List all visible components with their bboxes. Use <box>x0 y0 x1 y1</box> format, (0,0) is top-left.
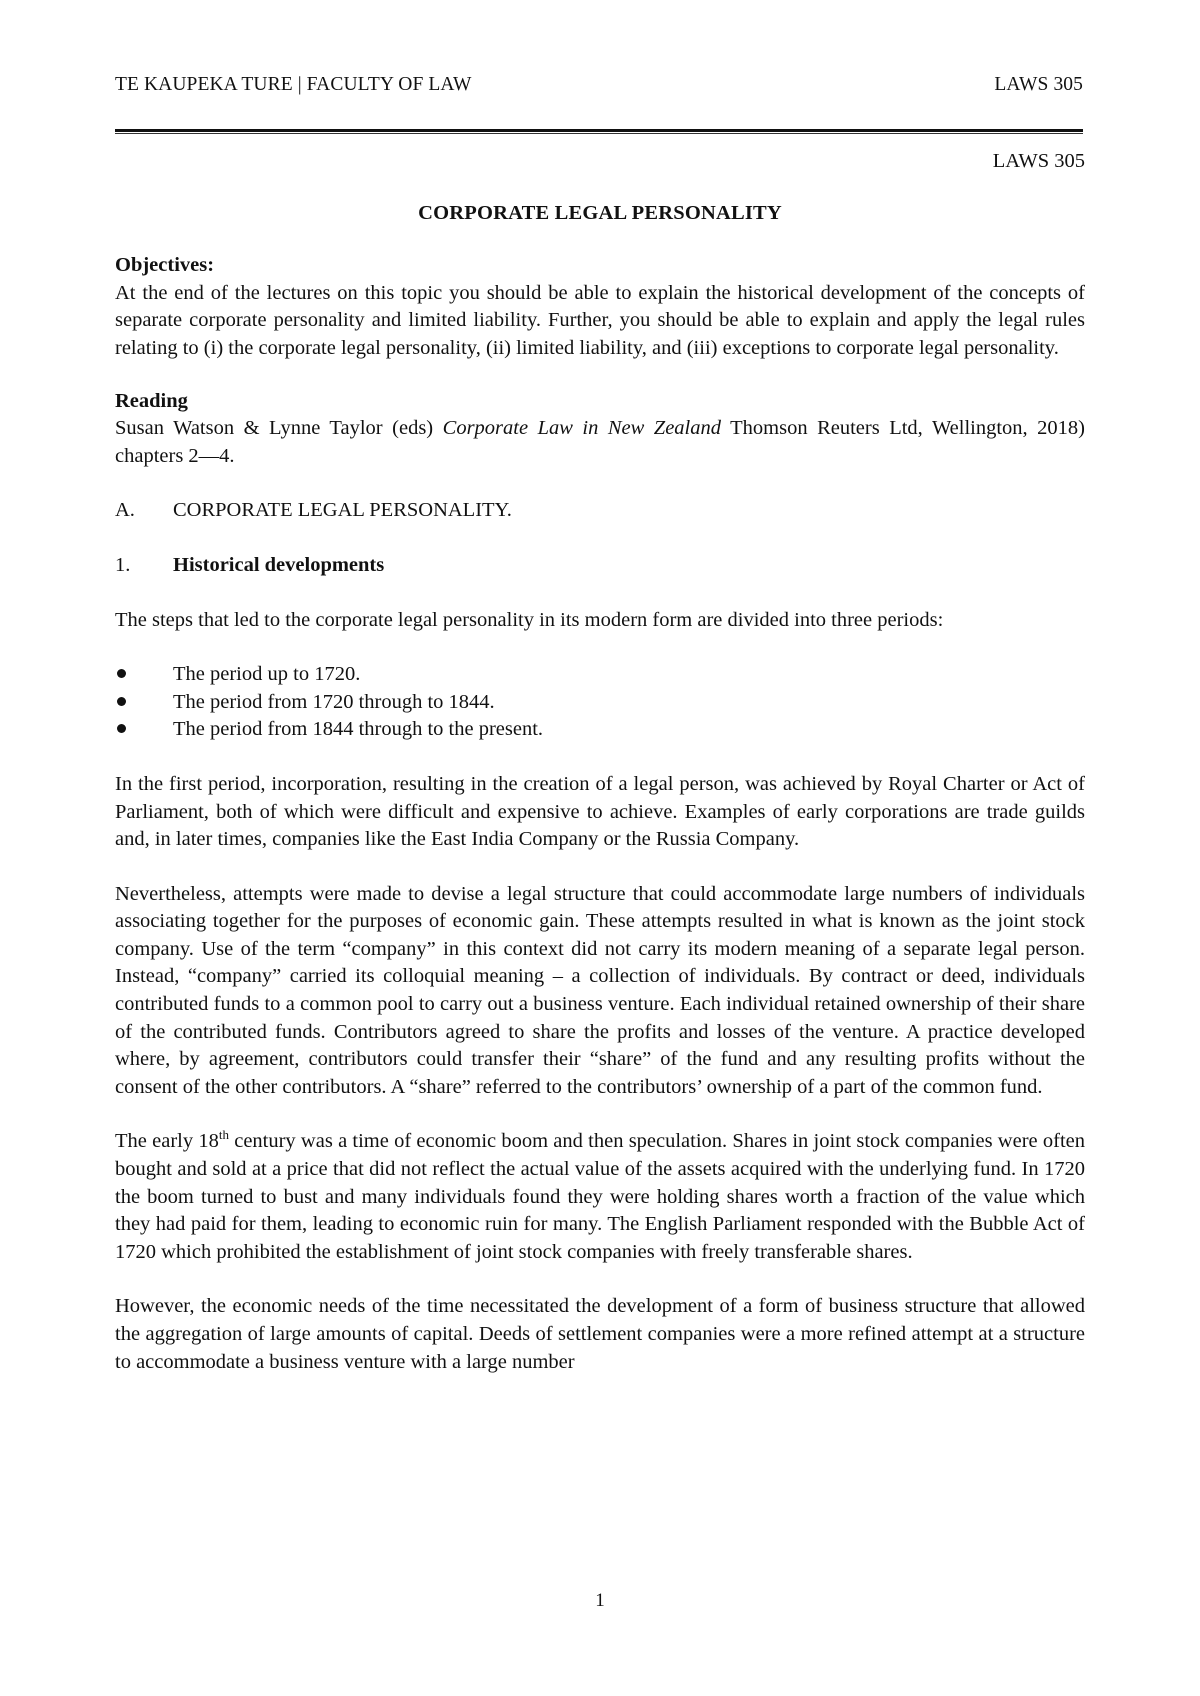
page-number: 1 <box>595 1590 605 1611</box>
paragraph-joint-stock: Nevertheless, attempts were made to devise a legal structure that could accommodate large numbers of individuals associating together for the purposes of economic gain. These attempts resulted in what is known as the joint stock company. Use of the term “company” in this context did not carry its modern meaning of a separate legal person. Instead, “company” carried its colloquial meaning – a collection of individuals. By contract or deed, individuals contributed funds to a common pool to carry out a business venture. Each individual retained ownership of their share of the contributed funds. Contributors agreed to share the profits and losses of the venture. A practice developed where, by agreement, contributors could transfer their “share” of the fund and any resulting profits without the consent of the other contributors. A “share” referred to the contributors’ ownership of a part of the common fund. <box>115 882 1085 1098</box>
paragraph-bubble-act-rest: century was a time of economic boom and then speculation. Shares in joint stock companies were often bought and sold at a price that did not reflect the actual value of the assets acquired with the underlying fund. In 1720 the boom turned to bust and many individuals found they were holding shares worth a fraction of the value which they had paid for them, leading to economic ruin for many. The English Parliament responded with the Bubble Act of 1720 which prohibited the establishment of joint stock companies with freely transferable shares. <box>115 1130 1085 1263</box>
period-text: The period from 1844 through to the present. <box>173 718 544 741</box>
paragraph-bubble-act-start: The early 18 <box>115 1130 219 1153</box>
bullet-icon <box>117 724 126 733</box>
header-rule-thin <box>115 133 1083 134</box>
reading-citation <box>115 415 1085 470</box>
period-text: The period up to 1720. <box>173 663 361 686</box>
reading-authors: Susan Watson & Lynne Taylor (eds) <box>115 417 443 440</box>
list-item <box>115 661 1085 689</box>
bullet-icon <box>117 669 126 678</box>
section-1-number: 1. <box>115 553 131 576</box>
header-faculty: TE KAUPEKA TURE | FACULTY OF LAW <box>115 74 472 95</box>
document-title: CORPORATE LEGAL PERSONALITY <box>418 201 782 224</box>
section-a-number: A. <box>115 499 135 522</box>
course-code: LAWS 305 <box>992 150 1085 172</box>
section-a-title: CORPORATE LEGAL PERSONALITY. <box>173 499 512 522</box>
header-course-code: LAWS 305 <box>994 74 1083 95</box>
document-body <box>115 148 1085 1376</box>
page-header <box>115 74 1083 96</box>
paragraph-first-period: In the first period, incorporation, resulting in the creation of a legal person, was achieved by Royal Charter or Act of Parliament, both of which were difficult and expensive to achieve. Examples of early corporations are trade guilds and, in later times, companies like the East India Company or the Russia Company. <box>115 772 1085 851</box>
section-a-heading <box>115 497 1085 525</box>
bullet-icon <box>117 697 126 706</box>
section-1-title: Historical developments <box>173 553 385 576</box>
periods-list <box>115 661 1085 744</box>
paragraph-deeds-settlement: However, the economic needs of the time necessitated the development of a form of business structure that allowed the aggregation of large amounts of capital. Deeds of settlement companies were a more refined attempt at a structure to accommodate a business venture with a large number <box>115 1295 1085 1373</box>
paragraph-bubble-act <box>115 1128 1085 1266</box>
reading-heading: Reading <box>115 389 188 412</box>
list-item <box>115 716 1085 744</box>
reading-publisher: Thomson Reuters Ltd, Wellington, 2018) chapters 2—4. <box>115 417 1085 467</box>
ordinal-superscript: th <box>218 1127 229 1143</box>
objectives-heading: Objectives: <box>115 254 215 277</box>
period-text: The period from 1720 through to 1844. <box>173 690 495 713</box>
header-rule <box>115 129 1083 132</box>
objectives-text: At the end of the lectures on this topic you should be able to explain the historical development of the concepts of separate corporate personality and limited liability. Further, you should be able to explain and apply the legal rules relating to (i) the corporate legal personality, (ii) limited liability, and (iii) exceptions to corporate legal personality. <box>115 281 1085 359</box>
list-item <box>115 689 1085 717</box>
reading-book-title: Corporate Law in New Zealand <box>442 417 721 440</box>
section-1-heading <box>115 552 1085 580</box>
intro-paragraph: The steps that led to the corporate legal personality in its modern form are divided into three periods: <box>115 608 944 631</box>
